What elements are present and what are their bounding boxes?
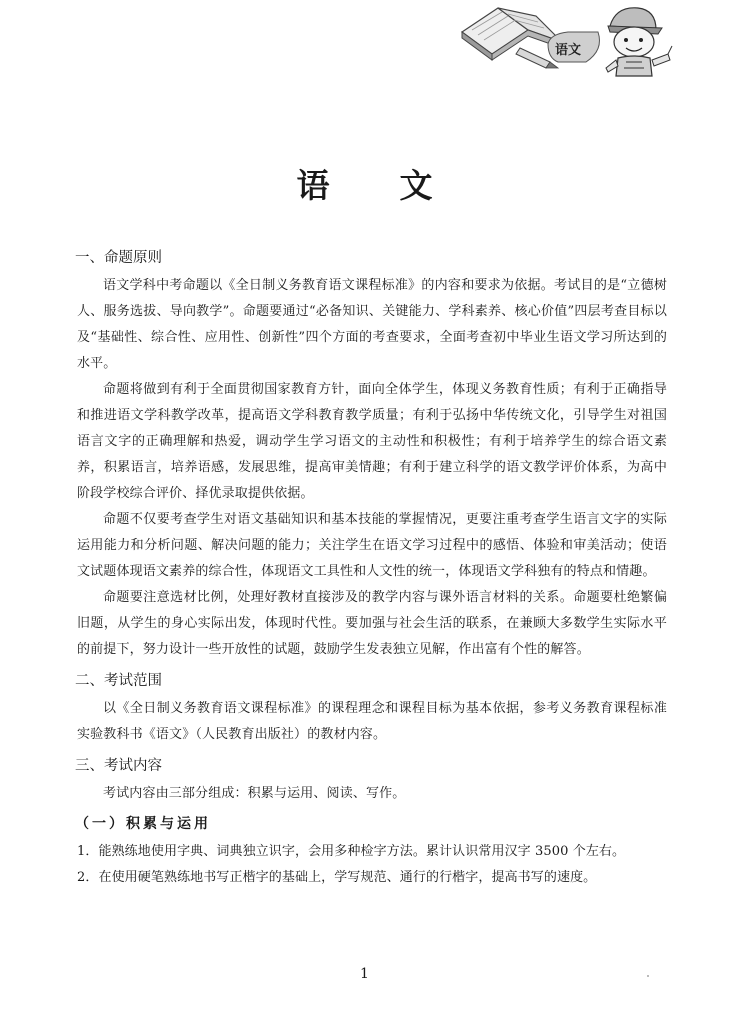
body-paragraph: 命题将做到有利于全面贯彻国家教育方针，面向全体学生，体现义务教育性质；有利于正确指导和推进语文学科教学改革，提高语文学科教育教学质量；有利于弘扬中华传统文化，引导学生对祖国语言文字的正确理解和热爱，调动学生学习语文的主动性和积极性；有利于培养学生的综合语文素养，积累语言，培养语感，发展思维，提高审美情趣；有利于建立科学的语文教学评价体系，为高中阶段学校综合评价、择优录取提供依据。: [77, 382, 667, 501]
body-paragraph: 命题不仅要考查学生对语文基础知识和基本技能的掌握情况，更要注重考查学生语言文字的实际运用能力和分析问题、解决问题的能力；关注学生在语文学习过程中的感悟、体验和审美活动；使语文试题体现语文素养的综合性，体现语文工具性和人文性的统一，体现语文学科独有的特点和情趣。: [77, 512, 667, 579]
body-paragraph: 命题要注意选材比例，处理好教材直接涉及的教学内容与课外语言材料的关系。命题要杜绝繁偏旧题，从学生的身心实际出发，体现时代性。要加强与社会生活的联系，在兼顾大多数学生实际水平的前提下，努力设计一些开放性的试题，鼓励学生发表独立见解，作出富有个性的解答。: [77, 590, 667, 657]
list-item: 2．在使用硬笔熟练地书写正楷字的基础上，学写规范、通行的行楷字，提高书写的速度。: [77, 870, 597, 885]
page-title-char: 语: [296, 166, 330, 205]
section-heading: 一、命题原则: [75, 250, 162, 266]
subject-badge: [548, 32, 600, 62]
document-body: [77, 246, 667, 891]
section-heading: 三、考试内容: [75, 758, 162, 774]
section-heading: 二、考试范围: [75, 673, 162, 689]
header-illustration: [458, 2, 678, 82]
cartoon-kid-icon: [606, 8, 672, 76]
body-paragraph: 语文学科中考命题以《全日制义务教育语文课程标准》的内容和要求为依据。考试目的是“立德树人、服务选拔、导向教学”。命题要通过“必备知识、关键能力、学科素养、核心价值”四层考查目标以及“基础性、综合性、应用性、创新性”四个方面的考查要求，全面考查初中毕业生语文学习所达到的水平。: [77, 278, 667, 371]
scan-speck: [647, 975, 649, 977]
sub-section-heading: （一）积累与运用: [75, 816, 211, 832]
list-item: 1．能熟练地使用字典、词典独立识字，会用多种检字方法。累计认识常用汉字 3500 个左右。: [77, 844, 626, 859]
body-paragraph: 以《全日制义务教育语文课程标准》的课程理念和课程目标为基本依据，参考义务教育课程标准实验教科书《语文》（人民教育出版社）的教材内容。: [77, 701, 667, 742]
page-title: [0, 160, 729, 207]
page-number: 1: [360, 966, 369, 982]
subject-badge-text: 语文: [555, 43, 582, 58]
page-title-char: 文: [399, 166, 433, 205]
open-book-icon: [462, 8, 562, 60]
body-paragraph: 考试内容由三部分组成：积累与运用、阅读、写作。: [103, 786, 406, 801]
